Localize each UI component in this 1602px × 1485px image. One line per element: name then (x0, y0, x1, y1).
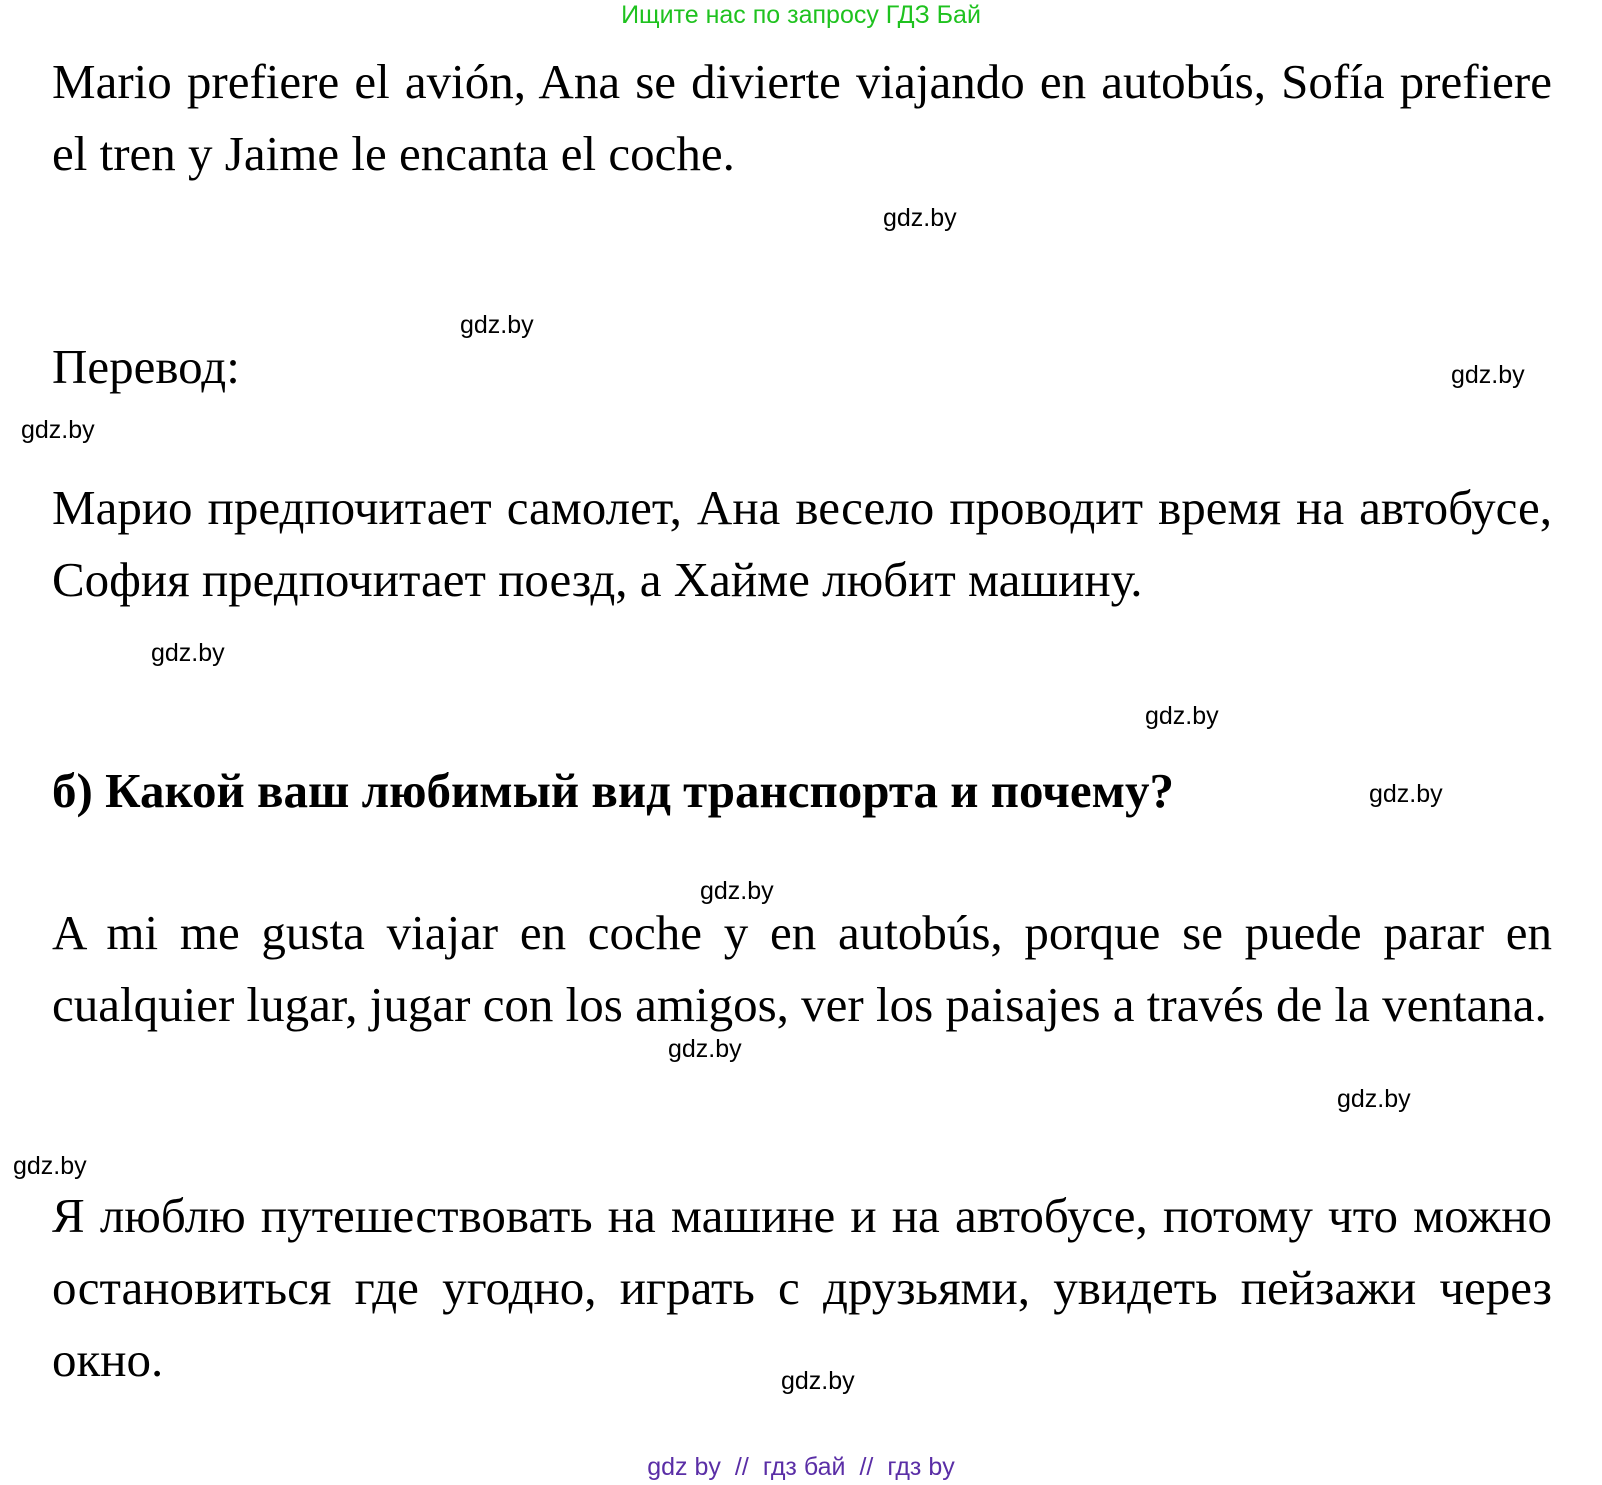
watermark: gdz.by (151, 639, 225, 667)
footer-sources (0, 1452, 1602, 1482)
translation-label: Перевод: (52, 339, 240, 394)
watermark: gdz.by (700, 877, 774, 905)
russian-translation-paragraph-2: Я люблю путешествовать на машине и на автобусе, потому что можно остановиться где угодно, играть с друзьями, увидеть пейзажи через окно. (52, 1188, 1552, 1387)
spanish-answer-paragraph-1: Mario prefiere el avión, Ana se divierte viajando en autobús, Sofía prefiere el tren y Jaime le encanta el coche. (52, 54, 1552, 181)
russian-translation-paragraph-1: Марио предпочитает самолет, Ана весело проводит время на автобусе, София предпочитает поезд, а Хайме любит машину. (52, 480, 1552, 607)
footer-separator: // (859, 1453, 874, 1481)
watermark: gdz.by (883, 204, 957, 232)
watermark: gdz.by (1145, 702, 1219, 730)
watermark: gdz.by (1369, 780, 1443, 808)
footer-source-gdz-by: gdz by (647, 1453, 721, 1481)
question-b-heading: б) Какой ваш любимый вид транспорта и почему? (52, 763, 1174, 818)
watermark: gdz.by (460, 311, 534, 339)
watermark: gdz.by (1451, 361, 1525, 389)
spanish-answer-paragraph-2: A mi me gusta viajar en coche y en autobús, porque se puede parar en cualquier lugar, jugar con los amigos, ver los paisajes a través de la ventana. (52, 905, 1552, 1032)
watermark: gdz.by (781, 1367, 855, 1395)
watermark: gdz.by (668, 1035, 742, 1063)
footer-source-gdz-by-cyrillic: гдз by (887, 1453, 955, 1481)
watermark: gdz.by (13, 1152, 87, 1180)
watermark: gdz.by (1337, 1085, 1411, 1113)
footer-source-gdz-bai: гдз бай (762, 1453, 846, 1481)
search-hint-banner: Ищите нас по запросу ГДЗ Бай (621, 1, 981, 29)
footer-separator: // (734, 1453, 749, 1481)
watermark: gdz.by (21, 416, 95, 444)
